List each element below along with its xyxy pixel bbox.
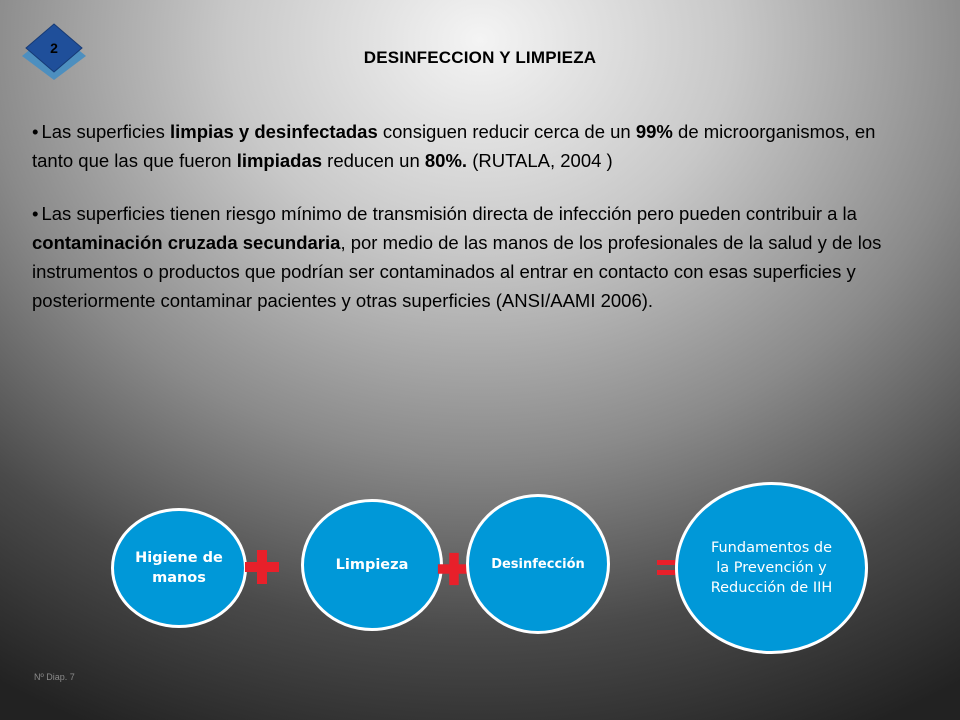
bullet-paragraph xyxy=(32,117,892,175)
bold-text: contaminación cruzada secundaria xyxy=(32,232,341,253)
bullet-icon: • xyxy=(32,121,39,142)
circle-label: Fundamentos de la Prevención y Reducción de IIH xyxy=(710,540,833,596)
bold-text: 99% xyxy=(635,121,673,142)
bold-text: limpias y desinfectadas xyxy=(170,121,378,142)
slide-title: DESINFECCION Y LIMPIEZA xyxy=(363,48,597,67)
circle-hand-hygiene xyxy=(111,508,247,628)
circle-label: Higiene de manos xyxy=(135,550,223,586)
text-run: de microorganismos, en tanto que las que fueron xyxy=(32,121,876,171)
bullet-paragraph xyxy=(32,199,892,315)
bullet-icon: • xyxy=(32,203,39,224)
circle-cleaning xyxy=(301,499,443,631)
circle-disinfection xyxy=(466,494,610,634)
circle-fundamentals xyxy=(675,482,868,654)
bold-text: limpiadas xyxy=(236,150,323,171)
text-run: (RUTALA, 2004 ) xyxy=(467,150,613,171)
plus-operator xyxy=(243,548,281,586)
text-run: Las superficies xyxy=(41,121,171,142)
text-run: Las superficies tienen riesgo mínimo de transmisión directa de infección pero pueden contribuir a la xyxy=(41,203,857,224)
bold-text: 80%. xyxy=(424,150,468,171)
circle-label: Limpieza xyxy=(335,557,409,573)
text-run: reducen un xyxy=(322,150,425,171)
slide-footer: Nº Diap. 7 xyxy=(34,672,75,682)
badge-label: 2 xyxy=(50,40,58,56)
body-text xyxy=(32,117,892,339)
text-run: , por medio de las manos de los profesionales de la salud y de los instrumentos o productos que podrían ser contaminados al entrar en contacto con esas superficies y posteriormente contaminar pacientes y otras superficies (ANSI/AAMI 2006). xyxy=(32,232,882,311)
circle-label: Desinfección xyxy=(491,556,585,572)
text-run: consiguen reducir cerca de un xyxy=(377,121,636,142)
